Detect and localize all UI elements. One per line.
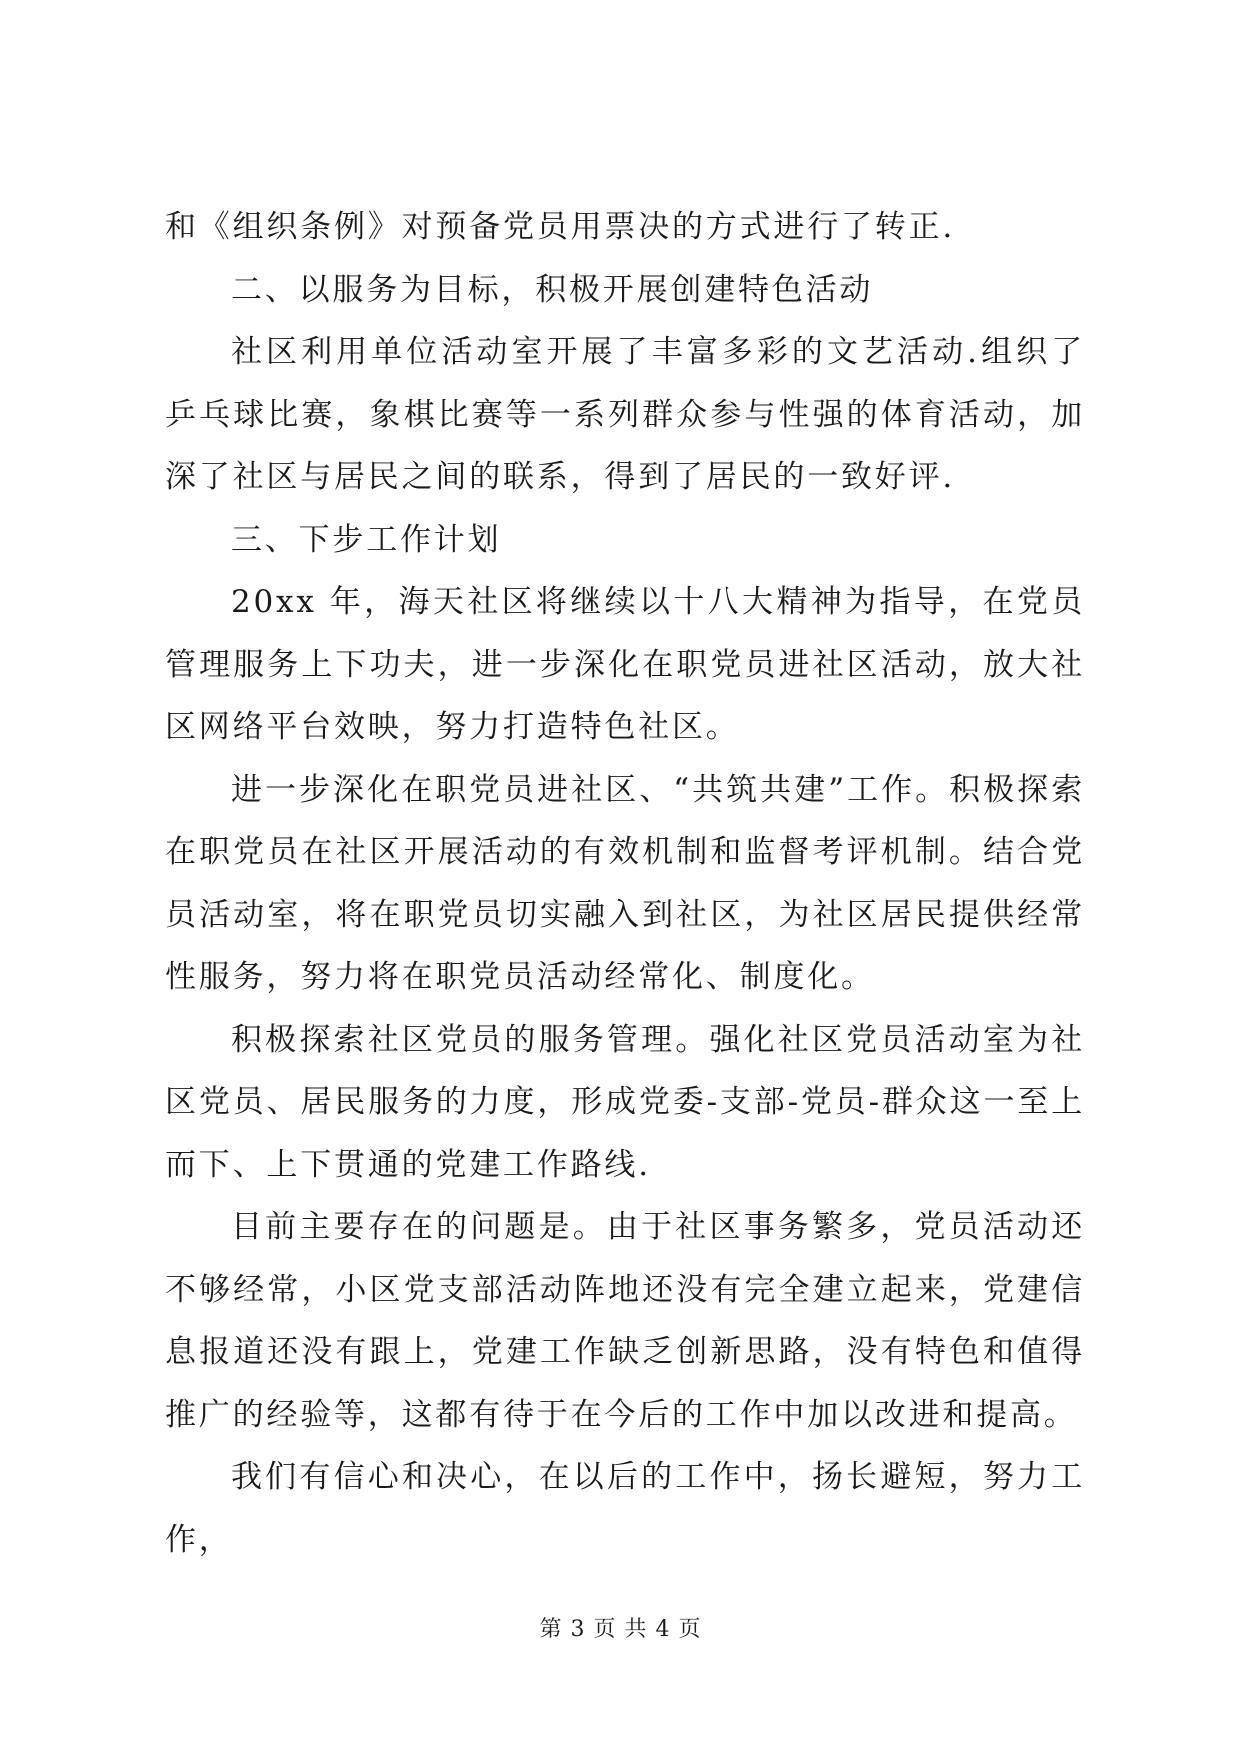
paragraph-continuation: 和《组织条例》对预备党员用票决的方式进行了转正. <box>165 209 956 245</box>
paragraph-problems: 目前主要存在的问题是。由于社区事务繁多，党员活动还不够经常，小区党支部活动阵地还没有完全建立起来，党建信息报道还没有跟上，党建工作缺乏创新思路，没有特色和值得推广的经验等，这都有待于在今后的工作中加以改进和提高。 <box>165 1209 1085 1433</box>
paragraph-plan: 20xx 年，海天社区将继续以十八大精神为指导，在党员管理服务上下功夫，进一步深化在职党员进社区活动，放大社区网络平台效映，努力打造特色社区。 <box>165 584 1085 745</box>
section-heading-3: 三、下步工作计划 <box>231 521 502 558</box>
paragraph-activities: 社区利用单位活动室开展了丰富多彩的文艺活动.组织了乒乓球比赛，象棋比赛等一系列群众参与性强的体育活动，加深了社区与居民之间的联系，得到了居民的一致好评. <box>165 334 1085 495</box>
paragraph-confidence: 我们有信心和决心，在以后的工作中，扬长避短，努力工作， <box>165 1459 1085 1558</box>
paragraph-explore: 积极探索社区党员的服务管理。强化社区党员活动室为社区党员、居民服务的力度，形成党委-支部-党员-群众这一至上而下、上下贯通的党建工作路线. <box>165 1021 1085 1183</box>
section-heading-2: 二、以服务为目标，积极开展创建特色活动 <box>231 271 874 308</box>
document-body <box>165 196 1085 1571</box>
page-number-footer: 第 3 页 共 4 页 <box>539 1617 702 1642</box>
paragraph-deepen: 进一步深化在职党员进社区、“共筑共建”工作。积极探索在职党员在社区开展活动的有效机制和监督考评机制。结合党员活动室，将在职党员切实融入到社区，为社区居民提供经常性服务，努力将在职党员活动经常化、制度化。 <box>165 771 1085 995</box>
